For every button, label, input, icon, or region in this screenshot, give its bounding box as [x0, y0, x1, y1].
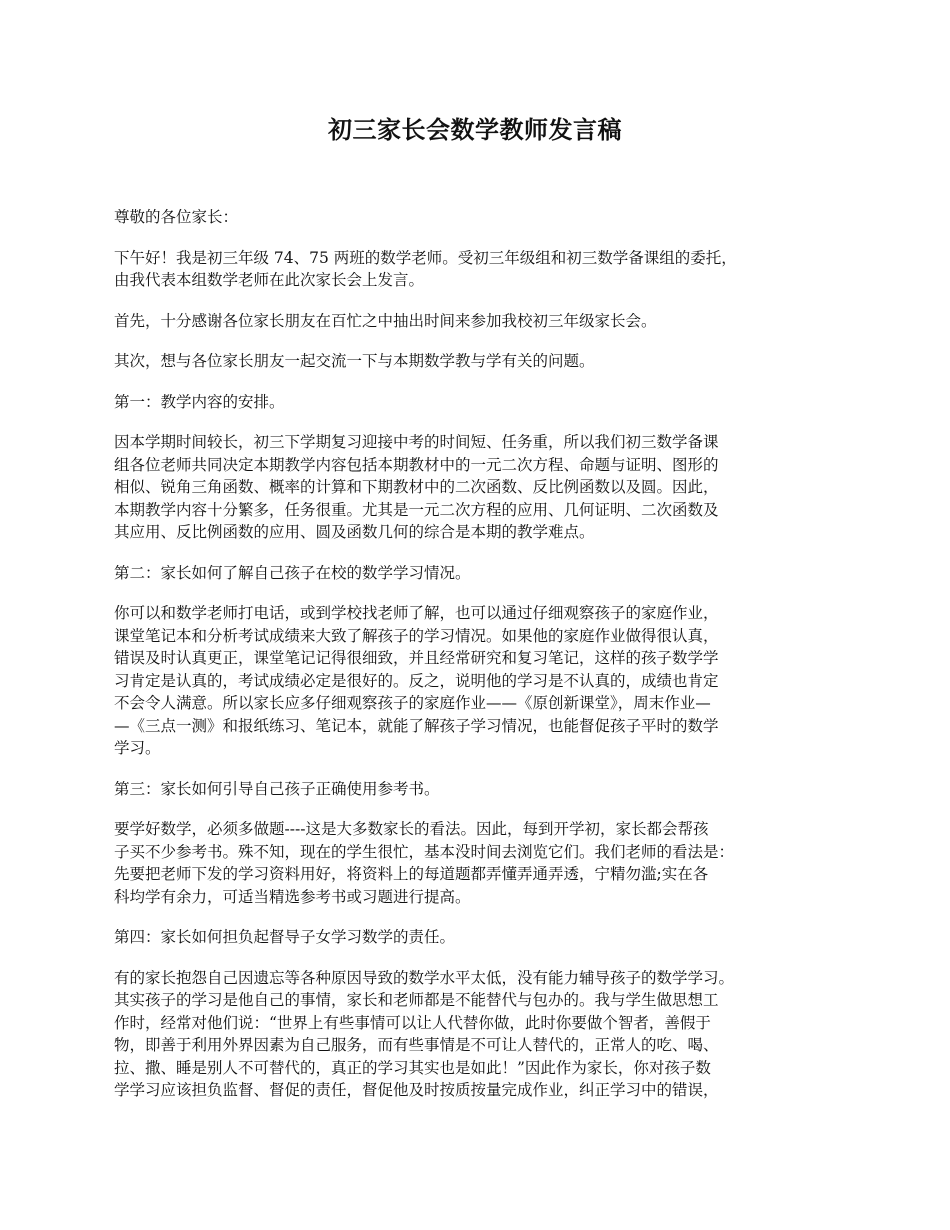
text-line: 不会令人满意。所以家长应多仔细观察孩子的家庭作业——《原创新课堂》，周末作业—	[114, 694, 711, 712]
text-line: 第四：家长如何担负起督导子女学习数学的责任。	[114, 928, 456, 946]
text-line: 尊敬的各位家长：	[114, 208, 239, 226]
text-line: 课堂笔记本和分析考试成绩来大致了解孩子的学习情况。如果他的家庭作业做得很认真，	[114, 626, 719, 645]
text-line: 第一：教学内容的安排。	[114, 392, 285, 411]
text-line: 有的家长抱怨自己因遗忘等各种原因导致的数学水平太低，没有能力辅导孩子的数学学习。	[114, 968, 735, 987]
paragraph	[114, 350, 854, 373]
text-line: 其应用、反比例函数的应用、圆及函数几何的综合是本期的教学难点。	[114, 523, 595, 541]
text-line: 学学习应该担负监督、督促的责任，督促他及时按质按量完成作业，纠正学习中的错误，	[114, 1081, 719, 1099]
text-line: 由我代表本组数学老师在此次家长会上发言。	[114, 271, 425, 289]
document-body	[114, 206, 854, 1120]
text-line: 相似、锐角三角函数、概率的计算和下期教材中的二次函数、反比例函数以及圆。因此，	[114, 478, 719, 496]
text-line: 因本学期时间较长，初三下学期复习迎接中考的时间短、任务重，所以我们初三数学备课	[114, 433, 719, 451]
paragraph	[114, 967, 854, 1102]
text-line: 先要把老师下发的学习资料用好，将资料上的每道题都弄懂弄通弄透，宁精勿滥;实在各	[114, 865, 709, 883]
text-line: 习肯定是认真的，考试成绩必定是很好的。反之，说明他的学习是不认真的，成绩也肯定	[114, 671, 719, 690]
text-line: 首先，十分感谢各位家长朋友在百忙之中抽出时间来参加我校初三年级家长会。	[114, 311, 657, 330]
paragraph	[114, 431, 854, 544]
paragraph	[114, 602, 854, 760]
paragraph	[114, 926, 854, 949]
text-line: 学习。	[114, 739, 161, 757]
text-line: 你可以和数学老师打电话，或到学校找老师了解，也可以通过仔细观察孩子的家庭作业，	[114, 604, 719, 622]
text-line: 第二：家长如何了解自己孩子在校的数学学习情况。	[114, 563, 471, 582]
paragraph	[114, 247, 854, 292]
text-line: —《三点一测》和报纸练习、笔记本，就能了解孩子学习情况，也能督促孩子平时的数学	[114, 716, 719, 735]
text-line: 科均学有余力，可适当精选参考书或习题进行提高。	[114, 887, 471, 906]
paragraph	[114, 778, 854, 801]
text-line: 组各位老师共同决定本期教学内容包括本期教材中的一元二次方程、命题与证明、图形的	[114, 455, 719, 474]
text-line: 拉、撒、睡是别人不可替代的，真正的学习其实也是如此！”因此作为家长，你对孩子数	[114, 1058, 711, 1077]
paragraph	[114, 310, 854, 333]
text-line: 子买不少参考书。殊不知，现在的学生很忙，基本没时间去浏览它们。我们老师的看法是：	[114, 842, 735, 861]
text-line: 下午好！我是初三年级 74、75 两班的数学老师。受初三年级组和初三数学备课组的委托，	[114, 248, 737, 267]
text-line: 本期教学内容十分繁多，任务很重。尤其是一元二次方程的应用、几何证明、二次函数及	[114, 500, 719, 519]
text-line: 错误及时认真更正，课堂笔记记得很细致，并且经常研究和复习笔记，这样的孩子数学学	[114, 649, 719, 667]
document-title: 初三家长会数学教师发言稿	[328, 116, 622, 144]
text-line: 要学好数学，必须多做题----这是大多数家长的看法。因此，每到开学初，家长都会帮孩	[114, 820, 709, 838]
paragraph	[114, 391, 854, 414]
paragraph	[114, 818, 854, 908]
paragraph	[114, 206, 854, 229]
text-line: 第三：家长如何引导自己孩子正确使用参考书。	[114, 779, 440, 798]
text-line: 其次，想与各位家长朋友一起交流一下与本期数学教与学有关的问题。	[114, 352, 595, 370]
text-line: 物，即善于利用外界因素为自己服务，而有些事情是不可让人替代的，正常人的吃、喝、	[114, 1036, 719, 1054]
text-line: 其实孩子的学习是他自己的事情，家长和老师都是不能替代与包办的。我与学生做思想工	[114, 991, 719, 1009]
paragraph	[114, 562, 854, 585]
text-line: 作时，经常对他们说：“世界上有些事情可以让人代替你做，此时你要做个智者，善假于	[114, 1013, 711, 1032]
